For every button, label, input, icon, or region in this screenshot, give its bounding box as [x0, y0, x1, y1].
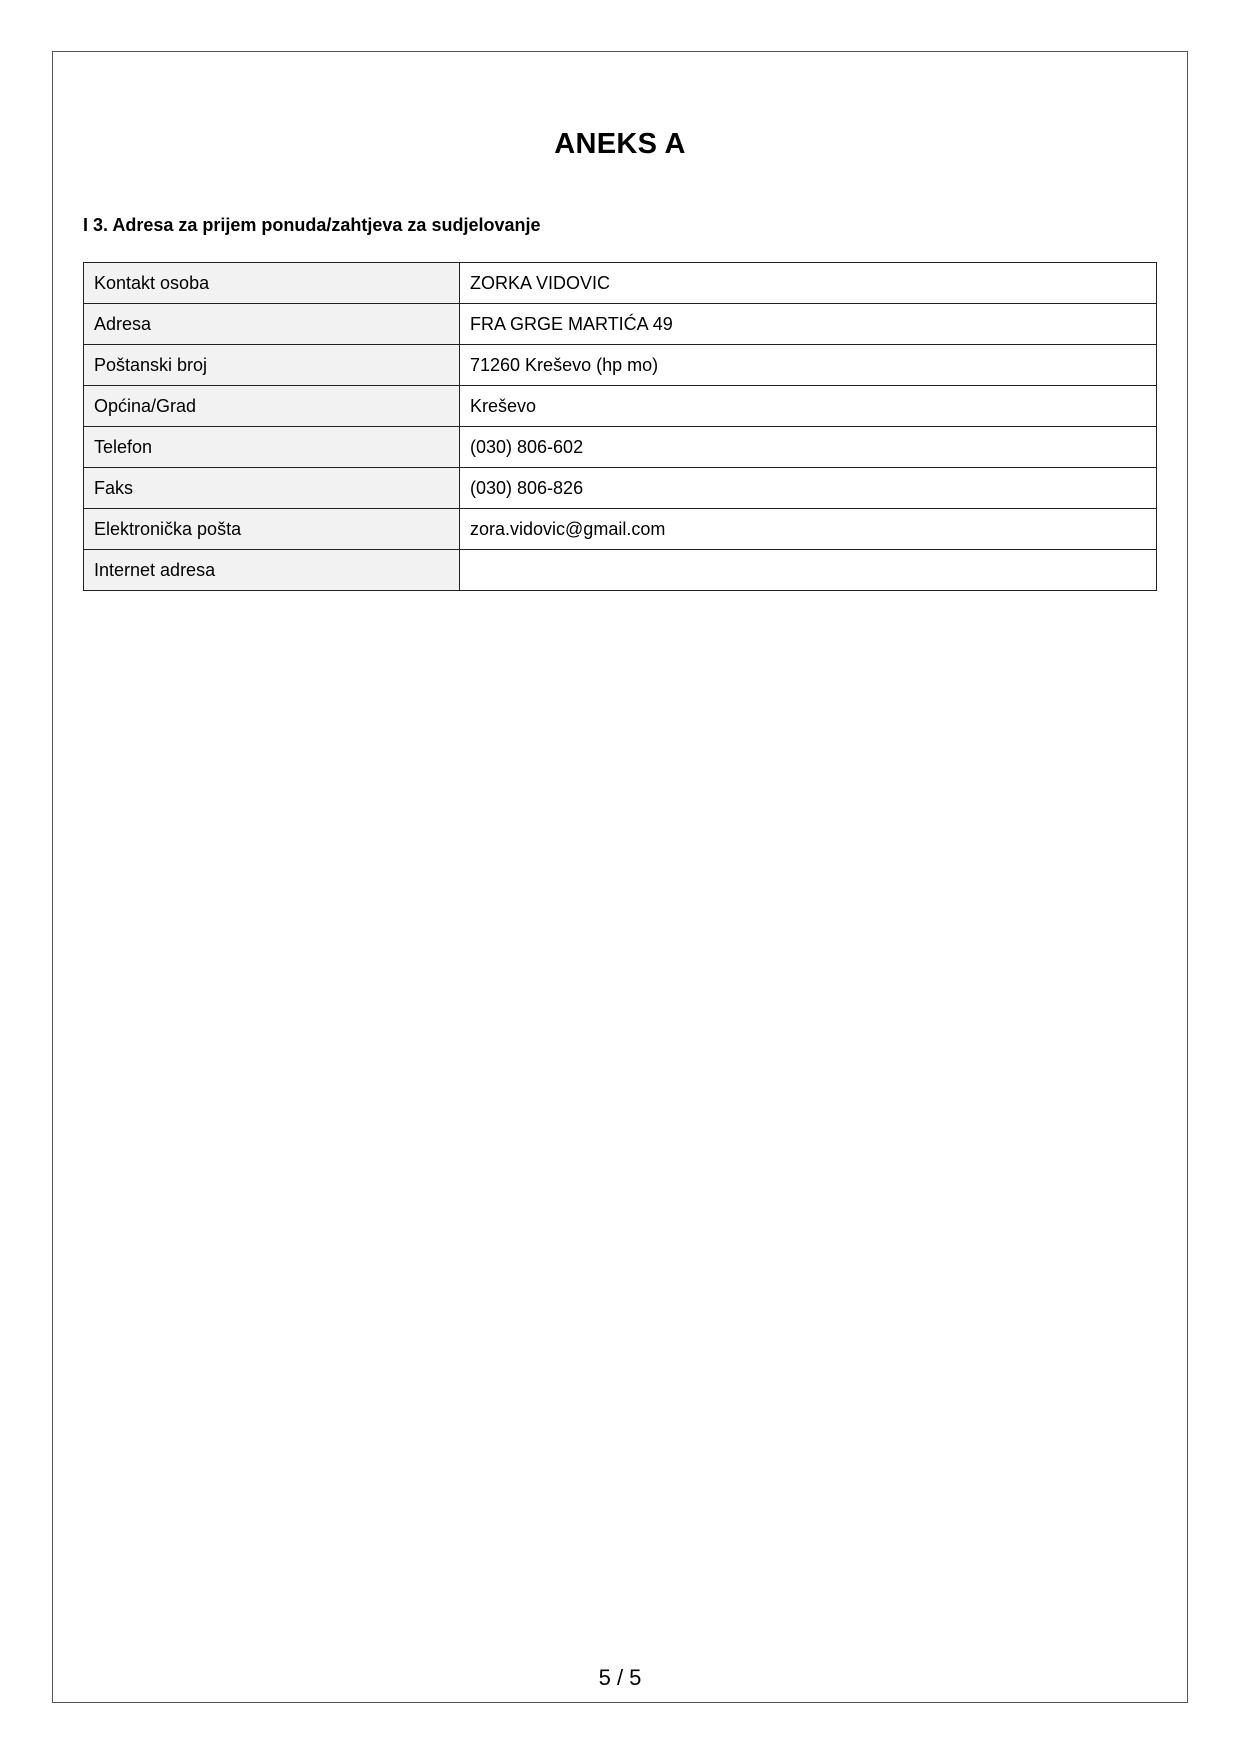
table-row — [84, 304, 1157, 345]
section-heading: I 3. Adresa za prijem ponuda/zahtjeva za sudjelovanje — [83, 215, 541, 235]
table-row — [84, 386, 1157, 427]
row-value: Kreševo — [460, 386, 1157, 427]
row-label: Općina/Grad — [84, 386, 460, 427]
row-label: Adresa — [84, 304, 460, 345]
row-label: Elektronička pošta — [84, 509, 460, 550]
row-value[interactable]: zora.vidovic@gmail.com — [460, 509, 1157, 550]
table-row — [84, 263, 1157, 304]
contact-info-table — [83, 262, 1157, 591]
table-row — [84, 468, 1157, 509]
row-value: (030) 806-826 — [460, 468, 1157, 509]
table-row — [84, 345, 1157, 386]
row-value: (030) 806-602 — [460, 427, 1157, 468]
row-value: 71260 Kreševo (hp mo) — [460, 345, 1157, 386]
table-row — [84, 509, 1157, 550]
row-label: Faks — [84, 468, 460, 509]
row-value — [460, 550, 1157, 591]
row-value: FRA GRGE MARTIĆA 49 — [460, 304, 1157, 345]
row-label: Poštanski broj — [84, 345, 460, 386]
row-label: Kontakt osoba — [84, 263, 460, 304]
page-number: 5 / 5 — [598, 1665, 642, 1690]
document-title: ANEKS A — [554, 128, 686, 160]
row-value: ZORKA VIDOVIC — [460, 263, 1157, 304]
table-row — [84, 550, 1157, 591]
row-label: Telefon — [84, 427, 460, 468]
row-label: Internet adresa — [84, 550, 460, 591]
table-row — [84, 427, 1157, 468]
